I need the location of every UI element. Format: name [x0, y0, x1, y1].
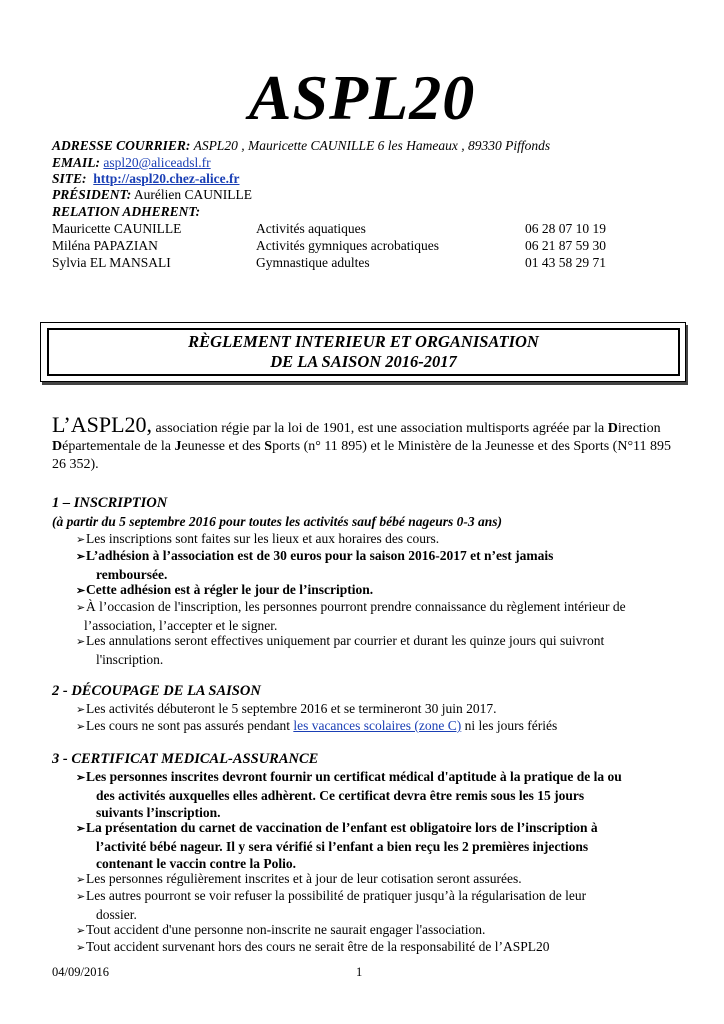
title-banner [40, 322, 686, 382]
list-item-text: Les cours ne sont pas assurés pendant [86, 718, 294, 733]
site-label: SITE: [52, 171, 87, 186]
section-3-title: 3 - CERTIFICAT MEDICAL-ASSURANCE [52, 751, 319, 767]
contact-name: Mauricette CAUNILLE [52, 221, 182, 236]
list-item-text: l’activité bébé nageur. Il y sera vérifié si l’enfant a bien reçu les 2 premières injections [96, 839, 589, 854]
relation-label: RELATION ADHERENT: [52, 204, 201, 219]
bullet-arrow-icon: ➢ [76, 534, 86, 546]
president-line [52, 186, 252, 203]
list-item-text: La présentation du carnet de vaccination de l’enfant est obligatoire lors de l’inscription à [86, 820, 598, 835]
list-item-text: Tout accident d'une personne non-inscrite ne saurait engager l'association. [86, 922, 486, 937]
list-item-text: suivants l’inscription. [96, 805, 221, 820]
president-label: PRÉSIDENT: [52, 187, 132, 202]
address-label: ADRESSE COURRIER: [52, 138, 191, 153]
contact-phone: 06 21 87 59 30 [525, 238, 606, 253]
bullet-arrow-icon: ➢ [76, 704, 86, 716]
intro-initial: J [174, 439, 182, 454]
list-item-text: contenant le vaccin contre la Polio. [96, 856, 296, 871]
list-item [76, 768, 676, 821]
list-item-text: des activités auxquelles elles adhèrent. Ce certificat devra être remis sous les 15 jours [96, 788, 585, 803]
bullet-arrow-icon: ➢ [76, 823, 86, 835]
contact-name: Sylvia EL MANSALI [52, 255, 171, 270]
bullet-arrow-icon: ➢ [76, 874, 86, 886]
intro-initial: D [52, 439, 63, 454]
address-value: ASPL20 , Mauricette CAUNILLE 6 les Hameaux , 89330 Piffonds [190, 138, 551, 153]
email-line [52, 154, 211, 171]
list-item-text: l’association, l’accepter et le signer. [84, 618, 278, 633]
section-1-subtitle: (à partir du 5 septembre 2016 pour toutes les activités sauf bébé nageurs 0-3 ans) [52, 514, 503, 529]
intro-text: association régie par la loi de 1901, est une association multisports agréée par la [152, 421, 608, 436]
list-item-text: Les autres pourront se voir refuser la possibilité de pratiquer jusqu’à la régularisation de leur [86, 888, 587, 903]
contact-activity: Activités aquatiques [256, 221, 366, 236]
intro-text: eunesse et des [181, 439, 265, 454]
intro-text: épartementale de la [62, 439, 175, 454]
contact-phone: 06 28 07 10 19 [525, 221, 606, 236]
bullet-arrow-icon: ➢ [76, 602, 86, 614]
list-item [76, 547, 676, 583]
president-value: Aurélien CAUNILLE [131, 187, 252, 202]
section-1-title: 1 – INSCRIPTION [52, 495, 168, 511]
intro-initial: S [264, 439, 273, 454]
site-link[interactable]: http://aspl20.chez-alice.fr [93, 171, 240, 186]
banner-line-2: DE LA SAISON 2016-2017 [270, 352, 457, 371]
list-item-text: Les personnes régulièrement inscrites et à jour de leur cotisation seront assurées. [86, 871, 522, 886]
list-item-text: Les inscriptions sont faites sur les lieux et aux horaires des cours. [86, 531, 440, 546]
bullet-arrow-icon: ➢ [76, 925, 86, 937]
intro-name: L’ASPL20, [52, 412, 153, 437]
list-item-text: Les annulations seront effectives uniquement par courrier et durant les quinze jours qui suivront [86, 633, 605, 648]
contact-activity: Activités gymniques acrobatiques [256, 238, 439, 253]
bullet-arrow-icon: ➢ [76, 772, 86, 784]
contact-phone: 01 43 58 29 71 [525, 255, 606, 270]
list-item-text: Cette adhésion est à régler le jour de l’inscription. [86, 582, 374, 597]
intro-text: ports (n° 11 895) et le Ministère de la Jeunesse et des Sports (N°11 895 26 352). [52, 439, 672, 472]
list-item-text: L’adhésion à l’association est de 30 euros pour la saison 2016-2017 et n’est jamais [86, 548, 554, 563]
intro-paragraph [52, 412, 672, 474]
list-item [76, 717, 676, 736]
list-item-text: À l’occasion de l'inscription, les personnes pourront prendre connaissance du règlement intérieur de [86, 599, 626, 614]
email-link[interactable]: aspl20@aliceadsl.fr [103, 155, 211, 170]
site-line [52, 170, 240, 187]
bullet-arrow-icon: ➢ [76, 585, 86, 597]
bullet-arrow-icon: ➢ [76, 942, 86, 954]
school-holidays-link[interactable]: les vacances scolaires (zone C) [293, 718, 462, 733]
section-2-title: 2 - DÉCOUPAGE DE LA SAISON [52, 683, 261, 699]
bullet-arrow-icon: ➢ [76, 636, 86, 648]
address-line [52, 137, 550, 154]
list-item-text: l'inscription. [96, 652, 164, 667]
contact-name: Miléna PAPAZIAN [52, 238, 158, 253]
list-item-text: remboursée. [96, 567, 168, 582]
list-item-text: Tout accident survenant hors des cours ne serait être de la responsabilité de l’ASPL20 [86, 939, 550, 954]
footer-date: 04/09/2016 [52, 965, 109, 979]
list-item-text: Les activités débuteront le 5 septembre 2016 et se termineront 30 juin 2017. [86, 701, 497, 716]
list-item [76, 938, 676, 957]
list-item [76, 819, 676, 872]
list-item [76, 598, 676, 634]
bullet-arrow-icon: ➢ [76, 551, 86, 563]
page-number: 1 [356, 965, 363, 979]
intro-text: irection [617, 421, 661, 436]
bullet-arrow-icon: ➢ [76, 891, 86, 903]
email-label: EMAIL: [52, 155, 101, 170]
banner-line-1: RÈGLEMENT INTERIEUR ET ORGANISATION [188, 332, 539, 351]
title-banner-frame [47, 328, 680, 376]
list-item-text: dossier. [96, 907, 137, 922]
contact-row [52, 237, 652, 254]
page-title: ASPL20 [248, 62, 476, 133]
contact-activity: Gymnastique adultes [256, 255, 370, 270]
list-item-text: Les personnes inscrites devront fournir un certificat médical d'aptitude à la pratique de la ou [86, 769, 622, 784]
list-item-text: ni les jours fériés [461, 718, 558, 733]
intro-initial: D [607, 421, 618, 436]
list-item [76, 887, 676, 923]
contact-row [52, 254, 652, 271]
contact-row [52, 220, 652, 237]
bullet-arrow-icon: ➢ [76, 721, 86, 733]
list-item [76, 632, 676, 668]
